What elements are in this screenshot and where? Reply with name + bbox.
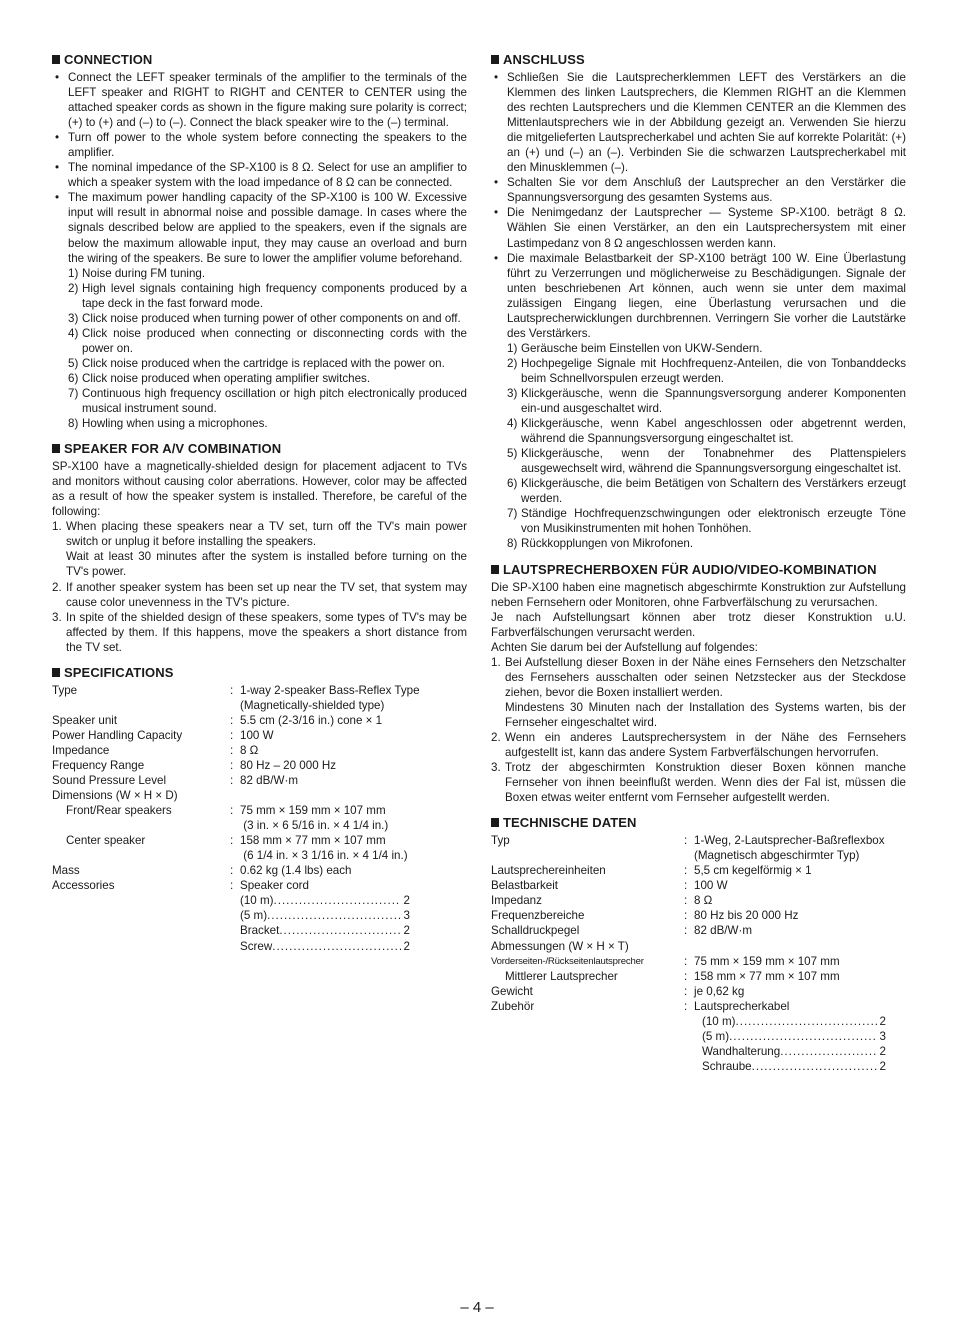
spec-value: : 158 mm × 77 mm × 107 mm	[684, 969, 840, 983]
list-item: 3) Klickgeräusche, wenn die Spannungsversorgung anderer Komponenten ein-und ausgeschaltet wird.	[507, 386, 906, 416]
anschluss-section	[491, 52, 906, 552]
anschluss-bullets	[491, 70, 906, 341]
list-item: • Schließen Sie die Lautsprecherklemmen LEFT des Verstärkers an die Klemmen des linken Lautsprechers, die Klemmen RIGHT an die Klemmen des rechten Lautsprechers und die Klemmen CENTER an die Klemmen des Mittenlautsprechers wie in der Abbildung gezeigt an. Verwenden Sie hierzu die mitgelieferten Lautsprecherkabel und achten Sie auf korrekte Polarität: (+) an (+) und (–) an (–). Verbinden Sie die schwarzen Lautsprecherkabel mit den Minusklemmen (–).	[491, 70, 906, 175]
spec-key: Speaker unit	[52, 713, 118, 727]
spec-value	[684, 939, 906, 954]
list-item: 5) Click noise produced when the cartridge is replaced with the power on.	[68, 356, 445, 370]
spec-key: Impedanz	[491, 894, 542, 908]
spec-key: Frequency Range	[52, 758, 145, 772]
german-column	[491, 52, 906, 1074]
spec-key: Typ	[491, 834, 510, 848]
square-bullet-icon	[491, 818, 499, 827]
square-bullet-icon	[52, 444, 60, 453]
av-intro: SP-X100 have a magnetically-shielded design for placement adjacent to TVs and monitors without causing color aberrations. However, color may be affected as a result of how the speaker system is installed. Therefore, be careful of the following:	[52, 460, 467, 519]
list-item: • Die maximale Belastbarkeit der SP-X100 beträgt 100 W. Eine Überlastung führt zu Verzerrungen und möglicherweise zu Beschädigungen. Signale der unten beschriebenen Art können, auch wenn sie unter dem maximal zulässigen Eingang liegen, eine Überlastung verursachen und die Lautsprecherwicklungen durchbrennen. Verringern Sie vorher die Lautstärke des Verstärkers.	[491, 251, 906, 341]
spec-value: : 158 mm × 77 mm × 107 mm (6 1/4 in. × 3 1/16 in. × 4 1/4 in.)	[230, 834, 408, 863]
zubehoer-list	[694, 1014, 906, 1074]
spec-value: : 75 mm × 159 mm × 107 mm	[684, 954, 840, 968]
list-item: (5 m) ..... 3	[702, 1029, 886, 1044]
square-bullet-icon	[52, 668, 60, 677]
list-item: 2. Wenn ein anderes Lautsprechersystem in der Nähe des Fernsehers aufgestellt ist, kann das andere System Farbverfälschungen hervorrufen.	[491, 730, 906, 760]
list-item: • Die Nenimgedanz der Lautsprecher — Systeme SP-X100. beträgt 8 Ω. Wählen Sie einen Verstärker, an den ein Lautsprechersystem mit einer Lastimpedanz von 8 Ω angeschlossen werden kann.	[491, 205, 906, 250]
list-item: • Connect the LEFT speaker terminals of the amplifier to the terminals of the LEFT speaker and RIGHT to RIGHT and CENTER to CENTER using the attached speaker cords as shown in the figure making sure polarity is correct; (+) to (+) and (–) to (–). Connect the black speaker wire to the (–) terminal.	[52, 70, 467, 130]
spec-value: : je 0,62 kg	[684, 984, 745, 998]
square-bullet-icon	[491, 565, 499, 574]
list-item: 4) Klickgeräusche, wenn Kabel angeschlossen oder abgetrennt werden, während die Spannungsversorgung eingeschaltet ist.	[507, 417, 906, 446]
av-list	[52, 519, 467, 654]
spec-key: Front/Rear speakers	[66, 804, 172, 818]
list-item: 1. Bei Aufstellung dieser Boxen in der Nähe eines Fernsehers den Netzschalter des Fernsehers ausschalten oder seinen Netzstecker aus der Steckdose ziehen, bevor die Boxen installiert werden. Mindestens 30 Minuten nach der Installation des Systems warten, bis der Fernseher eingeschaltet wird.	[491, 655, 906, 729]
spec-key: Lautsprechereinheiten	[491, 864, 606, 878]
spec-value: : 80 Hz bis 20 000 Hz	[684, 909, 799, 923]
spec-key: Center speaker	[66, 834, 146, 848]
spec-value: : 100 W	[230, 728, 274, 742]
spec-value: : 82 dB/W·m	[230, 774, 298, 788]
spec-key: Abmessungen (W × H × T)	[491, 939, 629, 953]
list-item: 8) Howling when using a microphones.	[68, 417, 268, 431]
spec-value: : 0.62 kg (1.4 lbs) each	[230, 864, 352, 878]
spec-key: Mittlerer Lautsprecher	[505, 969, 618, 983]
spec-key: Accessories	[52, 879, 115, 893]
spec-key: Belastbarkeit	[491, 879, 559, 893]
specifications-heading: SPECIFICATIONS	[52, 665, 467, 681]
list-item: (10 m) ..... 2	[702, 1014, 886, 1029]
spec-key: Type	[52, 683, 78, 697]
specifications-section	[52, 665, 467, 954]
list-item: • The nominal impedance of the SP-X100 is 8 Ω. Select for use an amplifier to which a speaker system with the load impedance of 8 Ω can be connected.	[52, 160, 467, 190]
spec-key: Gewicht	[491, 984, 533, 998]
list-item: 1) Geräusche beim Einstellen von UKW-Sendern.	[507, 341, 763, 355]
list-item: • The maximum power handling capacity of the SP-X100 is 100 W. Excessive input will result in abnormal noise and possible damage. In cases where the signals described below are applied to the speakers, even if the signals are below the maximum allowable input, they may cause an overload and burn the wiring of the speakers. Be sure to lower the amplifier volume beforehand.	[52, 190, 467, 265]
page-number: – 4 –	[460, 1299, 494, 1316]
english-column	[52, 52, 467, 954]
list-item: 5) Klickgeräusche, wenn der Tonabnehmer des Plattenspielers ausgewechselt wird, während die Spannungsversorgung eingeschaltet ist.	[507, 447, 906, 476]
spec-value: : 80 Hz – 20 000 Hz	[230, 758, 337, 772]
spec-value: : 5.5 cm (2-3/16 in.) cone × 1	[230, 713, 383, 727]
lautsprecher-section	[491, 562, 906, 806]
anschluss-heading: ANSCHLUSS	[491, 52, 906, 68]
list-item: 1. When placing these speakers near a TV set, turn off the TV's main power switch or unplug it before installing the speakers. Wait at least 30 minutes after the system is installed before turning on the TV's power.	[52, 520, 467, 579]
list-item: 8) Rückkopplungen von Mikrofonen.	[507, 537, 694, 551]
spec-value	[230, 788, 467, 803]
spec-key: Schalldruckpegel	[491, 924, 580, 938]
list-item: 3. Trotz der abgeschirmten Konstruktion dieser Boxen können manche Fernseher von ihnen beeinflußt werden. Wenn dies der Fal ist, müssen die Boxen etwas weiter entfernt vom Fernseher aufgestellt werden.	[491, 761, 906, 805]
lautsprecher-list	[491, 655, 906, 805]
noise-list	[68, 266, 467, 432]
spec-key: Mass	[52, 864, 80, 878]
list-item: (10 m) ..... 2	[240, 893, 410, 908]
spec-value: : 1-Weg, 2-Lautsprecher-Baßreflexbox (Magnetisch abgeschirmter Typ)	[684, 834, 885, 863]
connection-heading: CONNECTION	[52, 52, 467, 68]
technische-daten-heading: TECHNISCHE DATEN	[491, 815, 906, 831]
spec-key: Vorderseiten-/Rückseitenlautsprecher	[491, 955, 644, 967]
lautsprecher-intro: Die SP-X100 haben eine magnetisch abgeschirmte Konstruktion zur Aufstellung neben Fernsehern oder Monitoren, ohne Farbverfälschung zu verursachen.	[491, 580, 906, 609]
spec-value: : 5,5 cm kegelförmig × 1	[684, 864, 812, 878]
spec-value: : 8 Ω	[230, 743, 259, 757]
spec-value: : Lautsprecherkabel (10 m) ..... 2 (5 m) ..... 3 Wandhalterung ..... 2 Schraube ..... 2	[684, 999, 906, 1074]
spec-key: Sound Pressure Level	[52, 774, 167, 788]
spec-value: : 82 dB/W·m	[684, 924, 752, 938]
list-item: 2. If another speaker system has been set up near the TV set, that system may cause color unevenness in the TV's picture.	[52, 580, 467, 609]
list-item: Schraube ..... 2	[702, 1059, 886, 1074]
spec-key: Zubehör	[491, 999, 535, 1013]
square-bullet-icon	[52, 55, 60, 64]
square-bullet-icon	[491, 55, 499, 64]
connection-section	[52, 52, 467, 431]
av-heading: SPEAKER FOR A/V COMBINATION	[52, 441, 467, 457]
list-item: 6) Click noise produced when operating amplifier switches.	[68, 371, 371, 385]
specifications-table	[52, 683, 467, 954]
spec-key: Power Handling Capacity	[52, 728, 183, 742]
list-item: 4) Click noise produced when connecting or disconnecting cords with the power on.	[68, 326, 467, 355]
list-item: 7) Continuous high frequency oscillation or high pitch electronically produced musical instrument sound.	[68, 386, 467, 416]
connection-bullets	[52, 70, 467, 266]
spec-value: : 75 mm × 159 mm × 107 mm (3 in. × 6 5/16 in. × 4 1/4 in.)	[230, 804, 389, 833]
list-item: 7) Ständige Hochfrequenzschwingungen oder elektronisch erzeugte Töne von Musikinstrumenten mit hohen Tonhöhen.	[507, 507, 906, 536]
geraeusche-list	[507, 341, 906, 552]
lautsprecher-heading: LAUTSPRECHERBOXEN FÜR AUDIO/VIDEO-KOMBINATION	[491, 562, 906, 578]
list-item: Wandhalterung ..... 2	[702, 1044, 886, 1059]
spec-key: Frequenzbereiche	[491, 909, 585, 923]
lautsprecher-intro: Je nach Aufstellungsart können aber trotz dieser Konstruktion u.U. Farbverfälschungen verursacht werden.	[491, 610, 906, 639]
technische-daten-table	[491, 833, 906, 1074]
list-item: 3. In spite of the shielded design of these speakers, some types of TV's may be affected by them. If this happens, move the speakers a short distance from the TV set.	[52, 610, 467, 654]
list-item: • Turn off power to the whole system before connecting the speakers to the amplifier.	[52, 130, 467, 160]
list-item: • Schalten Sie vor dem Anschluß der Lautsprecher an den Verstärker die Spannungsversorgung des gesamten Systems aus.	[491, 175, 906, 205]
list-item: Bracket ..... 2	[240, 923, 410, 938]
lautsprecher-intro: Achten Sie darum bei der Aufstellung auf folgendes:	[491, 640, 758, 654]
spec-value: : Speaker cord (10 m) ..... 2 (5 m) ..... 3 Bracket ..... 2 Screw ..... 2	[230, 878, 467, 953]
spec-key: Dimensions (W × H × D)	[52, 789, 178, 803]
list-item: (5 m) ..... 3	[240, 908, 410, 923]
list-item: 6) Klickgeräusche, die beim Betätigen von Schaltern des Verstärkers erzeugt werden.	[507, 477, 906, 506]
av-section	[52, 441, 467, 655]
spec-value: : 8 Ω	[684, 894, 713, 908]
list-item: 2) Hochpegelige Signale mit Hochfrequenz-Anteilen, die von Tonbanddecks beim Schnellvorspulen erzeugt werden.	[507, 356, 906, 385]
list-item: Screw ..... 2	[240, 939, 410, 954]
accessories-list	[240, 893, 467, 953]
spec-value: : 1-way 2-speaker Bass-Reflex Type (Magnetically-shielded type)	[230, 683, 420, 712]
list-item: 1) Noise during FM tuning.	[68, 266, 206, 280]
technische-daten-section	[491, 815, 906, 1074]
spec-key: Impedance	[52, 743, 110, 757]
list-item: 3) Click noise produced when turning power of other components on and off.	[68, 311, 461, 325]
spec-value: : 100 W	[684, 879, 728, 893]
list-item: 2) High level signals containing high frequency components produced by a tape deck in the fast forward mode.	[68, 281, 467, 310]
